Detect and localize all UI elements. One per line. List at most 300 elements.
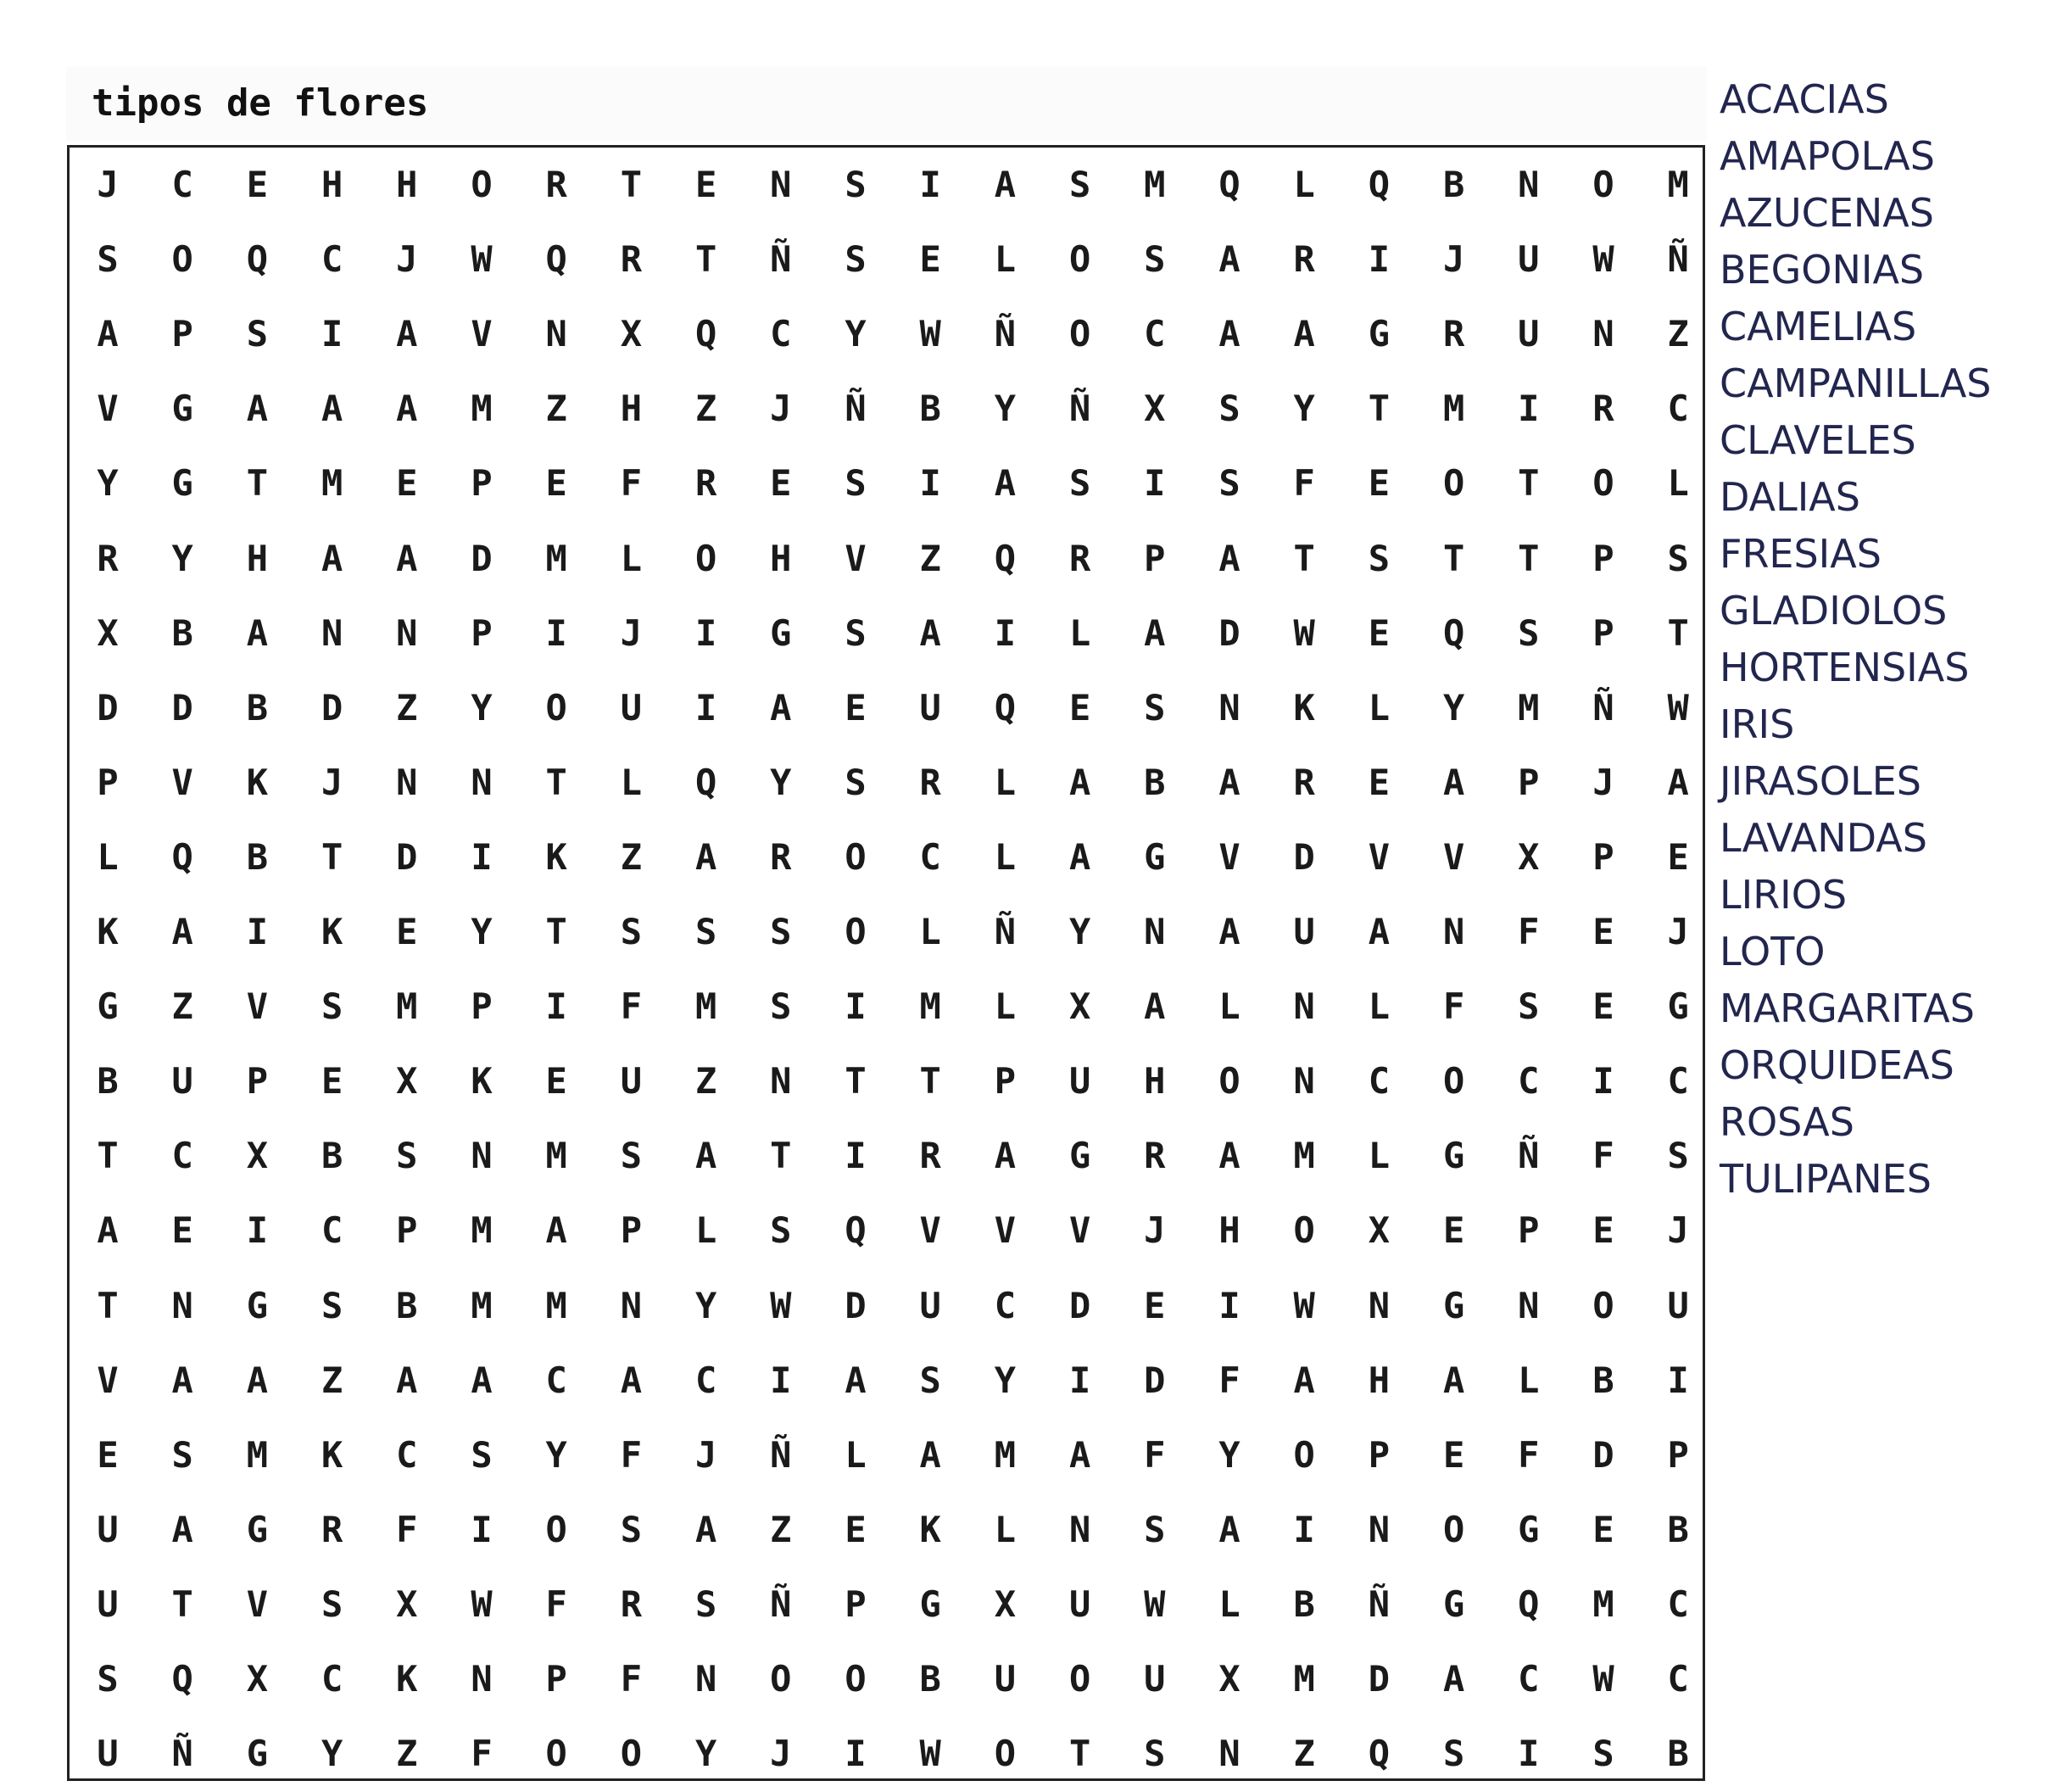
grid-cell[interactable]: M <box>396 985 418 1028</box>
grid-cell[interactable]: K <box>545 835 567 878</box>
grid-cell[interactable]: T <box>1068 1733 1091 1775</box>
grid-cell[interactable]: S <box>171 1433 193 1476</box>
grid-cell[interactable]: Q <box>246 238 269 281</box>
grid-cell[interactable]: P <box>97 761 119 803</box>
grid-cell[interactable]: M <box>321 462 343 505</box>
grid-cell[interactable]: A <box>994 1135 1017 1177</box>
grid-cell[interactable]: A <box>396 388 418 430</box>
grid-cell[interactable]: S <box>1218 388 1240 430</box>
grid-cell[interactable]: N <box>1218 686 1240 729</box>
grid-cell[interactable]: L <box>994 985 1017 1028</box>
grid-cell[interactable]: O <box>1592 1284 1614 1326</box>
grid-cell[interactable]: S <box>1667 1135 1689 1177</box>
grid-cell[interactable]: P <box>545 1658 567 1700</box>
grid-cell[interactable]: A <box>919 611 941 654</box>
grid-cell[interactable]: W <box>1293 611 1315 654</box>
grid-cell[interactable]: S <box>1068 462 1091 505</box>
grid-cell[interactable]: W <box>770 1284 792 1326</box>
grid-cell[interactable]: E <box>1667 835 1689 878</box>
grid-cell[interactable]: Ñ <box>770 238 792 281</box>
grid-cell[interactable]: P <box>1667 1433 1689 1476</box>
grid-cell[interactable]: Q <box>1218 164 1240 205</box>
grid-cell[interactable]: Z <box>396 1733 418 1775</box>
grid-cell[interactable]: Y <box>171 537 193 579</box>
grid-cell[interactable]: Z <box>396 686 418 729</box>
grid-cell[interactable]: T <box>694 238 717 281</box>
grid-cell[interactable]: L <box>919 911 941 952</box>
grid-cell[interactable]: S <box>321 985 343 1028</box>
grid-cell[interactable]: P <box>471 462 493 505</box>
grid-cell[interactable]: F <box>545 1583 567 1625</box>
grid-cell[interactable]: T <box>1667 611 1689 654</box>
grid-cell[interactable]: X <box>1218 1658 1240 1700</box>
grid-cell[interactable]: A <box>1068 835 1091 878</box>
grid-cell[interactable]: O <box>845 911 867 952</box>
grid-cell[interactable]: S <box>97 238 119 281</box>
grid-cell[interactable]: B <box>919 388 941 430</box>
grid-cell[interactable]: I <box>246 1209 269 1252</box>
grid-cell[interactable]: I <box>246 911 269 952</box>
grid-cell[interactable]: U <box>919 686 941 729</box>
grid-cell[interactable]: C <box>994 1284 1017 1326</box>
grid-cell[interactable]: A <box>171 1508 193 1550</box>
grid-cell[interactable]: F <box>1293 462 1315 505</box>
grid-cell[interactable]: Q <box>845 1209 867 1252</box>
grid-cell[interactable]: T <box>1293 537 1315 579</box>
grid-cell[interactable]: U <box>1667 1284 1689 1326</box>
grid-cell[interactable]: N <box>545 313 567 355</box>
grid-cell[interactable]: S <box>1218 462 1240 505</box>
grid-cell[interactable]: V <box>97 1359 119 1401</box>
grid-cell[interactable]: L <box>994 835 1017 878</box>
grid-cell[interactable]: C <box>171 1135 193 1177</box>
grid-cell[interactable]: A <box>620 1359 643 1401</box>
grid-cell[interactable]: B <box>1144 761 1166 803</box>
grid-cell[interactable]: J <box>1144 1209 1166 1252</box>
grid-cell[interactable]: E <box>1592 911 1614 952</box>
grid-cell[interactable]: V <box>97 388 119 430</box>
grid-cell[interactable]: A <box>1218 761 1240 803</box>
grid-cell[interactable]: F <box>1144 1433 1166 1476</box>
grid-cell[interactable]: I <box>845 985 867 1028</box>
grid-cell[interactable]: A <box>1218 1135 1240 1177</box>
grid-cell[interactable]: A <box>1368 911 1391 952</box>
grid-cell[interactable]: W <box>919 313 941 355</box>
grid-cell[interactable]: S <box>845 761 867 803</box>
grid-cell[interactable]: F <box>471 1733 493 1775</box>
grid-cell[interactable]: A <box>845 1359 867 1401</box>
grid-cell[interactable]: K <box>1293 686 1315 729</box>
grid-cell[interactable]: X <box>396 1583 418 1625</box>
grid-cell[interactable]: A <box>1144 611 1166 654</box>
grid-cell[interactable]: F <box>396 1508 418 1550</box>
grid-cell[interactable]: A <box>1218 1508 1240 1550</box>
grid-cell[interactable]: H <box>1218 1209 1240 1252</box>
grid-cell[interactable]: B <box>171 611 193 654</box>
grid-cell[interactable]: E <box>545 1060 567 1103</box>
grid-cell[interactable]: T <box>545 911 567 952</box>
grid-cell[interactable]: X <box>1368 1209 1391 1252</box>
grid-cell[interactable]: Q <box>171 835 193 878</box>
grid-cell[interactable]: S <box>770 1209 792 1252</box>
grid-cell[interactable]: V <box>994 1209 1017 1252</box>
grid-cell[interactable]: E <box>1592 985 1614 1028</box>
grid-cell[interactable]: M <box>1293 1135 1315 1177</box>
grid-cell[interactable]: O <box>171 238 193 281</box>
grid-cell[interactable]: S <box>321 1583 343 1625</box>
grid-cell[interactable]: A <box>171 1359 193 1401</box>
grid-cell[interactable]: L <box>694 1209 717 1252</box>
grid-cell[interactable]: A <box>545 1209 567 1252</box>
grid-cell[interactable]: Ñ <box>1368 1583 1391 1625</box>
grid-cell[interactable]: Z <box>919 537 941 579</box>
grid-cell[interactable]: S <box>321 1284 343 1326</box>
grid-cell[interactable]: M <box>919 985 941 1028</box>
grid-cell[interactable]: Z <box>171 985 193 1028</box>
grid-cell[interactable]: P <box>1592 537 1614 579</box>
grid-cell[interactable]: R <box>770 835 792 878</box>
grid-cell[interactable]: M <box>471 1209 493 1252</box>
grid-cell[interactable]: C <box>396 1433 418 1476</box>
grid-cell[interactable]: B <box>919 1658 941 1700</box>
grid-cell[interactable]: W <box>1592 1658 1614 1700</box>
grid-cell[interactable]: P <box>994 1060 1017 1103</box>
grid-cell[interactable]: D <box>1068 1284 1091 1326</box>
grid-cell[interactable]: L <box>845 1433 867 1476</box>
grid-cell[interactable]: M <box>471 388 493 430</box>
grid-cell[interactable]: N <box>396 611 418 654</box>
grid-cell[interactable]: C <box>321 1209 343 1252</box>
grid-cell[interactable]: S <box>845 238 867 281</box>
grid-cell[interactable]: G <box>1667 985 1689 1028</box>
grid-cell[interactable]: B <box>1592 1359 1614 1401</box>
grid-cell[interactable]: E <box>1368 611 1391 654</box>
grid-cell[interactable]: O <box>1218 1060 1240 1103</box>
grid-cell[interactable]: G <box>246 1733 269 1775</box>
grid-cell[interactable]: N <box>471 1658 493 1700</box>
grid-cell[interactable]: U <box>919 1284 941 1326</box>
grid-cell[interactable]: O <box>845 835 867 878</box>
grid-cell[interactable]: N <box>471 761 493 803</box>
grid-cell[interactable]: S <box>694 911 717 952</box>
grid-cell[interactable]: E <box>396 462 418 505</box>
grid-cell[interactable]: V <box>246 1583 269 1625</box>
grid-cell[interactable]: L <box>1368 985 1391 1028</box>
grid-cell[interactable]: Ñ <box>994 313 1017 355</box>
grid-cell[interactable]: D <box>97 686 119 729</box>
grid-cell[interactable]: E <box>396 911 418 952</box>
grid-cell[interactable]: J <box>1667 911 1689 952</box>
grid-cell[interactable]: E <box>1368 462 1391 505</box>
grid-cell[interactable]: R <box>545 164 567 205</box>
grid-cell[interactable]: A <box>321 388 343 430</box>
grid-cell[interactable]: A <box>694 1135 717 1177</box>
grid-cell[interactable]: I <box>994 611 1017 654</box>
grid-cell[interactable]: N <box>1442 911 1465 952</box>
grid-cell[interactable]: E <box>845 686 867 729</box>
grid-cell[interactable]: U <box>994 1658 1017 1700</box>
grid-cell[interactable]: U <box>1293 911 1315 952</box>
grid-cell[interactable]: A <box>1218 313 1240 355</box>
grid-cell[interactable]: N <box>1518 1284 1540 1326</box>
grid-cell[interactable]: D <box>845 1284 867 1326</box>
grid-cell[interactable]: L <box>994 761 1017 803</box>
grid-cell[interactable]: E <box>919 238 941 281</box>
grid-cell[interactable]: Z <box>770 1508 792 1550</box>
grid-cell[interactable]: N <box>1293 1060 1315 1103</box>
grid-cell[interactable]: A <box>1442 761 1465 803</box>
grid-cell[interactable]: O <box>1442 1508 1465 1550</box>
grid-cell[interactable]: Y <box>694 1284 717 1326</box>
grid-cell[interactable]: A <box>1068 761 1091 803</box>
grid-cell[interactable]: Y <box>1068 911 1091 952</box>
grid-cell[interactable]: V <box>471 313 493 355</box>
grid-cell[interactable]: Z <box>620 835 643 878</box>
grid-cell[interactable]: C <box>1518 1658 1540 1700</box>
grid-cell[interactable]: Y <box>471 686 493 729</box>
grid-cell[interactable]: N <box>471 1135 493 1177</box>
grid-cell[interactable]: A <box>1293 1359 1315 1401</box>
grid-cell[interactable]: Y <box>1442 686 1465 729</box>
grid-cell[interactable]: U <box>1518 313 1540 355</box>
grid-cell[interactable]: R <box>919 761 941 803</box>
grid-cell[interactable]: A <box>396 537 418 579</box>
grid-cell[interactable]: F <box>620 1658 643 1700</box>
grid-cell[interactable]: R <box>620 238 643 281</box>
grid-cell[interactable]: C <box>1667 388 1689 430</box>
grid-cell[interactable]: J <box>1667 1209 1689 1252</box>
grid-cell[interactable]: C <box>919 835 941 878</box>
grid-cell[interactable]: M <box>1518 686 1540 729</box>
grid-cell[interactable]: L <box>620 761 643 803</box>
grid-cell[interactable]: T <box>545 761 567 803</box>
grid-cell[interactable]: J <box>1442 238 1465 281</box>
grid-cell[interactable]: C <box>1667 1060 1689 1103</box>
grid-cell[interactable]: A <box>1144 985 1166 1028</box>
grid-cell[interactable]: W <box>1667 686 1689 729</box>
grid-cell[interactable]: V <box>1068 1209 1091 1252</box>
grid-cell[interactable]: G <box>1368 313 1391 355</box>
grid-cell[interactable]: C <box>694 1359 717 1401</box>
grid-cell[interactable]: L <box>1518 1359 1540 1401</box>
grid-cell[interactable]: S <box>1144 238 1166 281</box>
grid-cell[interactable]: B <box>1442 164 1465 205</box>
grid-cell[interactable]: X <box>97 611 119 654</box>
grid-cell[interactable]: S <box>1144 1508 1166 1550</box>
grid-cell[interactable]: W <box>1293 1284 1315 1326</box>
grid-cell[interactable]: E <box>171 1209 193 1252</box>
grid-cell[interactable]: E <box>246 164 269 205</box>
grid-cell[interactable]: G <box>1068 1135 1091 1177</box>
grid-cell[interactable]: Q <box>1442 611 1465 654</box>
grid-cell[interactable]: N <box>321 611 343 654</box>
grid-cell[interactable]: X <box>1068 985 1091 1028</box>
grid-cell[interactable]: Q <box>1368 164 1391 205</box>
grid-cell[interactable]: J <box>770 1733 792 1775</box>
grid-cell[interactable]: C <box>171 164 193 205</box>
grid-cell[interactable]: O <box>1442 1060 1465 1103</box>
grid-cell[interactable]: H <box>1144 1060 1166 1103</box>
grid-cell[interactable]: N <box>1144 911 1166 952</box>
grid-cell[interactable]: J <box>694 1433 717 1476</box>
grid-cell[interactable]: Y <box>1293 388 1315 430</box>
grid-cell[interactable]: A <box>1442 1359 1465 1401</box>
grid-cell[interactable]: N <box>1293 985 1315 1028</box>
grid-cell[interactable]: E <box>694 164 717 205</box>
grid-cell[interactable]: H <box>1368 1359 1391 1401</box>
grid-cell[interactable]: I <box>694 611 717 654</box>
grid-cell[interactable]: E <box>1442 1433 1465 1476</box>
grid-cell[interactable]: D <box>1144 1359 1166 1401</box>
grid-cell[interactable]: G <box>171 462 193 505</box>
grid-cell[interactable]: E <box>845 1508 867 1550</box>
grid-cell[interactable]: C <box>1518 1060 1540 1103</box>
grid-cell[interactable]: J <box>770 388 792 430</box>
grid-cell[interactable]: I <box>919 462 941 505</box>
grid-cell[interactable]: Ñ <box>171 1733 193 1775</box>
grid-cell[interactable]: O <box>1293 1433 1315 1476</box>
grid-cell[interactable]: S <box>471 1433 493 1476</box>
grid-cell[interactable]: C <box>1667 1583 1689 1625</box>
grid-cell[interactable]: Q <box>694 313 717 355</box>
grid-cell[interactable]: U <box>97 1733 119 1775</box>
grid-cell[interactable]: E <box>97 1433 119 1476</box>
grid-cell[interactable]: G <box>1442 1284 1465 1326</box>
grid-cell[interactable]: C <box>321 238 343 281</box>
grid-cell[interactable]: M <box>994 1433 1017 1476</box>
grid-cell[interactable]: K <box>471 1060 493 1103</box>
grid-cell[interactable]: A <box>97 1209 119 1252</box>
grid-cell[interactable]: L <box>1218 985 1240 1028</box>
grid-cell[interactable]: I <box>545 611 567 654</box>
grid-cell[interactable]: O <box>1293 1209 1315 1252</box>
grid-cell[interactable]: S <box>1592 1733 1614 1775</box>
grid-cell[interactable]: O <box>471 164 493 205</box>
grid-cell[interactable]: D <box>471 537 493 579</box>
grid-cell[interactable]: B <box>246 835 269 878</box>
grid-cell[interactable]: T <box>1442 537 1465 579</box>
grid-cell[interactable]: P <box>845 1583 867 1625</box>
grid-cell[interactable]: S <box>1068 164 1091 205</box>
grid-cell[interactable]: P <box>171 313 193 355</box>
grid-cell[interactable]: N <box>694 1658 717 1700</box>
grid-cell[interactable]: P <box>1592 611 1614 654</box>
grid-cell[interactable]: D <box>321 686 343 729</box>
grid-cell[interactable]: N <box>396 761 418 803</box>
grid-cell[interactable]: P <box>246 1060 269 1103</box>
grid-cell[interactable]: M <box>1442 388 1465 430</box>
grid-cell[interactable]: F <box>1518 911 1540 952</box>
grid-cell[interactable]: E <box>1068 686 1091 729</box>
grid-cell[interactable]: Ñ <box>1667 238 1689 281</box>
grid-cell[interactable]: E <box>1368 761 1391 803</box>
grid-cell[interactable]: Y <box>770 761 792 803</box>
grid-cell[interactable]: J <box>620 611 643 654</box>
grid-cell[interactable]: T <box>620 164 643 205</box>
grid-cell[interactable]: M <box>545 537 567 579</box>
grid-cell[interactable]: T <box>845 1060 867 1103</box>
grid-cell[interactable]: P <box>1592 835 1614 878</box>
grid-cell[interactable]: Y <box>994 388 1017 430</box>
grid-cell[interactable]: Ñ <box>770 1433 792 1476</box>
grid-cell[interactable]: D <box>1592 1433 1614 1476</box>
grid-cell[interactable]: S <box>1144 686 1166 729</box>
grid-cell[interactable]: P <box>396 1209 418 1252</box>
grid-cell[interactable]: Q <box>694 761 717 803</box>
grid-cell[interactable]: V <box>171 761 193 803</box>
grid-cell[interactable]: U <box>1144 1658 1166 1700</box>
grid-cell[interactable]: K <box>321 1433 343 1476</box>
grid-cell[interactable]: G <box>1144 835 1166 878</box>
grid-cell[interactable]: W <box>471 238 493 281</box>
grid-cell[interactable]: Y <box>845 313 867 355</box>
grid-cell[interactable]: P <box>471 611 493 654</box>
grid-cell[interactable]: I <box>471 835 493 878</box>
grid-cell[interactable]: S <box>770 911 792 952</box>
grid-cell[interactable]: V <box>845 537 867 579</box>
grid-cell[interactable]: Z <box>694 1060 717 1103</box>
grid-cell[interactable]: I <box>1068 1359 1091 1401</box>
grid-cell[interactable]: X <box>396 1060 418 1103</box>
grid-cell[interactable]: V <box>246 985 269 1028</box>
grid-cell[interactable]: W <box>1144 1583 1166 1625</box>
grid-cell[interactable]: G <box>171 388 193 430</box>
grid-cell[interactable]: T <box>97 1284 119 1326</box>
grid-cell[interactable]: U <box>620 1060 643 1103</box>
grid-cell[interactable]: A <box>1218 911 1240 952</box>
grid-cell[interactable]: G <box>246 1508 269 1550</box>
grid-cell[interactable]: I <box>694 686 717 729</box>
grid-cell[interactable]: O <box>1592 462 1614 505</box>
grid-cell[interactable]: R <box>694 462 717 505</box>
grid-cell[interactable]: Ñ <box>994 911 1017 952</box>
grid-cell[interactable]: C <box>770 313 792 355</box>
grid-cell[interactable]: P <box>620 1209 643 1252</box>
grid-cell[interactable]: O <box>1068 313 1091 355</box>
grid-cell[interactable]: M <box>1592 1583 1614 1625</box>
grid-cell[interactable]: S <box>1144 1733 1166 1775</box>
grid-cell[interactable]: N <box>620 1284 643 1326</box>
grid-cell[interactable]: N <box>770 1060 792 1103</box>
grid-cell[interactable]: B <box>321 1135 343 1177</box>
grid-cell[interactable]: L <box>1068 611 1091 654</box>
grid-cell[interactable]: O <box>1068 238 1091 281</box>
grid-cell[interactable]: I <box>1592 1060 1614 1103</box>
grid-cell[interactable]: G <box>919 1583 941 1625</box>
grid-cell[interactable]: I <box>1518 388 1540 430</box>
grid-cell[interactable]: S <box>620 911 643 952</box>
grid-cell[interactable]: W <box>919 1733 941 1775</box>
grid-cell[interactable]: N <box>171 1284 193 1326</box>
grid-cell[interactable]: I <box>1218 1284 1240 1326</box>
grid-cell[interactable]: X <box>246 1135 269 1177</box>
grid-cell[interactable]: V <box>1368 835 1391 878</box>
grid-cell[interactable]: T <box>171 1583 193 1625</box>
grid-cell[interactable]: P <box>471 985 493 1028</box>
grid-cell[interactable]: K <box>919 1508 941 1550</box>
grid-cell[interactable]: M <box>246 1433 269 1476</box>
grid-cell[interactable]: Q <box>994 686 1017 729</box>
grid-cell[interactable]: M <box>1667 164 1689 205</box>
grid-cell[interactable]: M <box>545 1284 567 1326</box>
grid-cell[interactable]: U <box>620 686 643 729</box>
grid-cell[interactable]: E <box>1144 1284 1166 1326</box>
grid-cell[interactable]: E <box>1592 1209 1614 1252</box>
grid-cell[interactable]: Ñ <box>1068 388 1091 430</box>
grid-cell[interactable]: F <box>1218 1359 1240 1401</box>
grid-cell[interactable]: B <box>396 1284 418 1326</box>
grid-cell[interactable]: S <box>845 164 867 205</box>
